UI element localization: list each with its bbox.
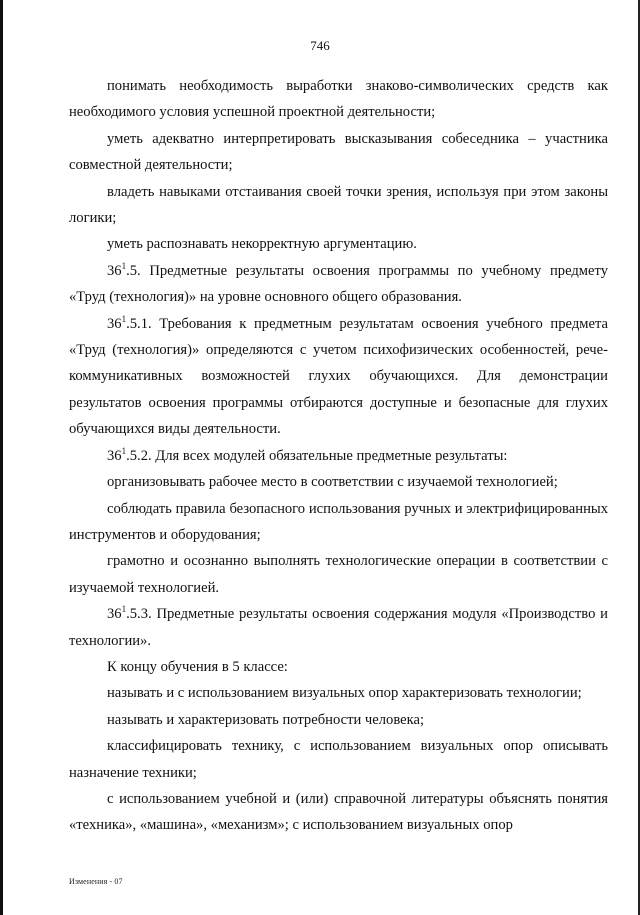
section-text: Предметные результаты освоения содержания модуля «Производство и технологии». xyxy=(69,606,608,649)
paragraph: называть и характеризовать потребности человека; xyxy=(107,711,425,728)
section-number-superscript: 1 xyxy=(121,260,127,271)
paragraph: организовывать рабочее место в соответствии с изучаемой технологией; xyxy=(107,474,558,491)
footer-revision-note: Изменения - 07 xyxy=(69,877,123,886)
paragraph: грамотно и осознанно выполнять технологические операции в соответствии с изучаемой технологией. xyxy=(69,553,608,596)
section-number: 36 xyxy=(107,606,122,623)
section-number: 36 xyxy=(107,262,122,279)
section-number-tail: .5. xyxy=(126,262,141,279)
section-text: Для всех модулей обязательные предметные результаты: xyxy=(151,447,508,464)
section-number: 36 xyxy=(107,447,122,464)
paragraph: понимать необходимость выработки знаково-символических средств как необходимого условия успешной проектной деятельности; xyxy=(69,78,608,121)
scan-edge-left xyxy=(0,0,3,915)
section-number: 36 xyxy=(107,315,122,332)
page-number: 746 xyxy=(310,38,330,53)
section-number-tail: .5.2. xyxy=(126,447,152,464)
paragraph: владеть навыками отстаивания своей точки зрения, используя при этом законы логики; xyxy=(69,183,608,227)
section-number-superscript: 1 xyxy=(121,604,127,615)
paragraph: называть и с использованием визуальных опор характеризовать технологии; xyxy=(107,685,582,702)
section-paragraph xyxy=(69,443,608,469)
section-number-tail: .5.3. xyxy=(126,606,152,623)
paragraph: уметь адекватно интерпретировать высказывания собеседника – участника совместной деятельности; xyxy=(69,130,608,174)
section-paragraph xyxy=(69,258,608,311)
section-text: Предметные результаты освоения программы по учебному предмету «Труд (технология)» на уровне основного общего образования. xyxy=(69,262,608,306)
paragraph: классифицировать технику, с использованием визуальных опор описывать назначение техники; xyxy=(69,738,608,781)
section-paragraph xyxy=(69,311,608,443)
paragraph: соблюдать правила безопасного использования ручных и электрифицированных инструментов и оборудования; xyxy=(69,500,608,543)
paragraph: с использованием учебной и (или) справочной литературы объяснять понятия «техника», «машина», «механизм»; с использованием визуальных опор xyxy=(69,790,608,834)
section-number-superscript: 1 xyxy=(121,445,127,456)
paragraph: К концу обучения в 5 классе: xyxy=(107,658,288,675)
section-text: Требования к предметным результатам освоения учебного предмета «Труд (технология)» определяются с учетом психофизических особенностей, рече-коммуникативных возможностей глухих обучающихся. Для демонстрации результатов освоения программы отбираются доступные и безопасные для глухих обучающихся виды деятельности. xyxy=(69,315,608,438)
section-paragraph xyxy=(69,601,608,654)
paragraph: уметь распознавать некорректную аргументацию. xyxy=(107,236,417,253)
section-number-tail: .5.1. xyxy=(126,315,152,332)
section-number-superscript: 1 xyxy=(121,313,127,324)
document-body xyxy=(69,73,608,839)
